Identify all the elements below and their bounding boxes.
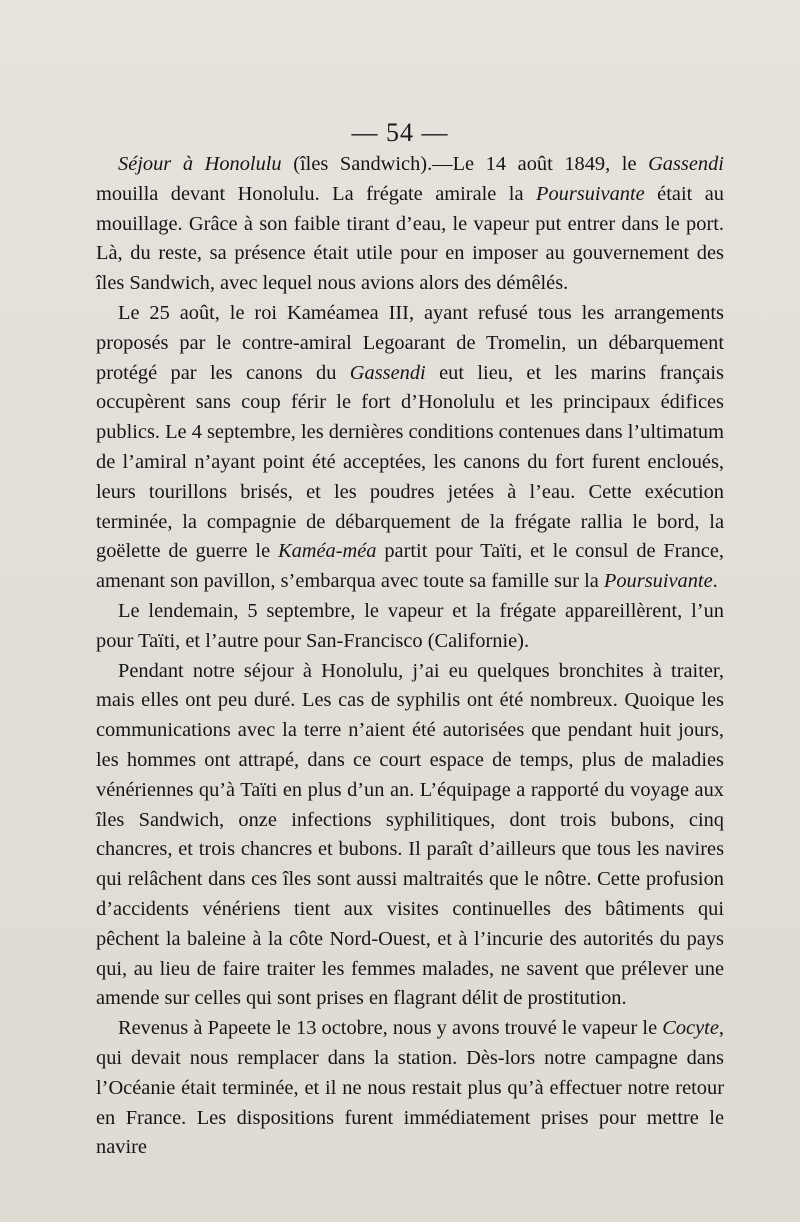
paragraph-4 [96, 657, 724, 1015]
italic-text: Gassendi [648, 153, 724, 175]
text-run: Revenus à Papeete le 13 octobre, nous y avons trouvé le vapeur le [118, 1017, 663, 1040]
body-text [96, 150, 724, 1163]
text-run: eut lieu, et les marins français occupèrent sans coup férir le fort d’Honolulu et les principaux édifices publics. Le 4 septembre, les dernières conditions contenues dans l’ultimatum de l’amiral n’ayant point été acceptées, les canons du fort furent encloués, leurs tourillons brisés, et les poudres jetées à l’eau. Cette exécution terminée, la compagnie de débarquement de la frégate rallia le bord, la goëlette de guerre le [96, 361, 724, 563]
italic-text: Séjour à Honolulu [118, 153, 282, 175]
paragraph-5 [96, 1014, 724, 1163]
italic-text: Cocyte [662, 1017, 719, 1040]
text-run: Pendant notre séjour à Honolulu, j’ai eu quelques bronchites à traiter, mais elles ont peu duré. Les cas de syphilis ont été nombreux. Quoique les communications avec la terre n’aient été autorisées que pendant huit jours, les hommes ont attrapé, dans ce court espace de temps, plus de maladies vénériennes qu’à Taïti en plus d’un an. L’équipage a rapporté du voyage aux îles Sandwich, onze infections syphilitiques, dont trois bubons, cinq chancres, et trois chancres et bubons. Il paraît d’ailleurs que tous les navires qui relâchent dans ces îles sont aussi maltraités que le nôtre. Cette profusion d’accidents vénériens tient aux visites continuelles des bâtiments qui pêchent la baleine à la côte Nord-Ouest, et à l’incurie des autorités du pays qui, au lieu de faire traiter les femmes malades, ne savent que prélever une amende sur celles qui sont prises en flagrant délit de prostitution. [96, 659, 724, 1010]
text-run: Le 25 août, le roi Kaméamea III, ayant refusé tous les arrangements proposés par le contre-amiral Legoarant de Tromelin, un débarquement protégé par les canons du [96, 301, 724, 384]
page-number: — 54 — [351, 118, 449, 147]
paragraph-3 [96, 597, 724, 657]
paragraph-2 [96, 299, 724, 597]
paragraph-1 [96, 150, 724, 299]
text-run: mouilla devant Honolulu. La frégate amirale la [96, 182, 536, 205]
text-run: . [712, 570, 718, 593]
text-run: , qui devait nous remplacer dans la station. Dès-lors notre campagne dans l’Océanie était terminée, et il ne nous restait plus qu’à effectuer notre retour en France. Les dispositions furent immédiatement prises pour mettre le navire [96, 1017, 724, 1159]
italic-text: Gassendi [349, 361, 426, 384]
text-run: Le lendemain, 5 septembre, le vapeur et la frégate appareillèrent, l’un pour Taïti, et l’autre pour San-Francisco (Californie). [96, 599, 724, 652]
text-run: partit pour Taïti, et le consul de France, amenant son pavillon, s’embarqua avec toute sa famille sur la [96, 540, 724, 593]
italic-text: Kaméa-méa [277, 540, 377, 563]
italic-text: Poursuivante [535, 182, 645, 205]
italic-text: Poursuivante [603, 570, 713, 593]
text-run: (îles Sandwich).—Le 14 août 1849, le [281, 153, 649, 175]
text-run: était au mouillage. Grâce à son faible tirant d’eau, le vapeur put entrer dans le port. Là, du reste, sa présence était utile pour en imposer au gouvernement des îles Sandwich, avec lequel nous avions alors des démêlés. [96, 182, 724, 295]
